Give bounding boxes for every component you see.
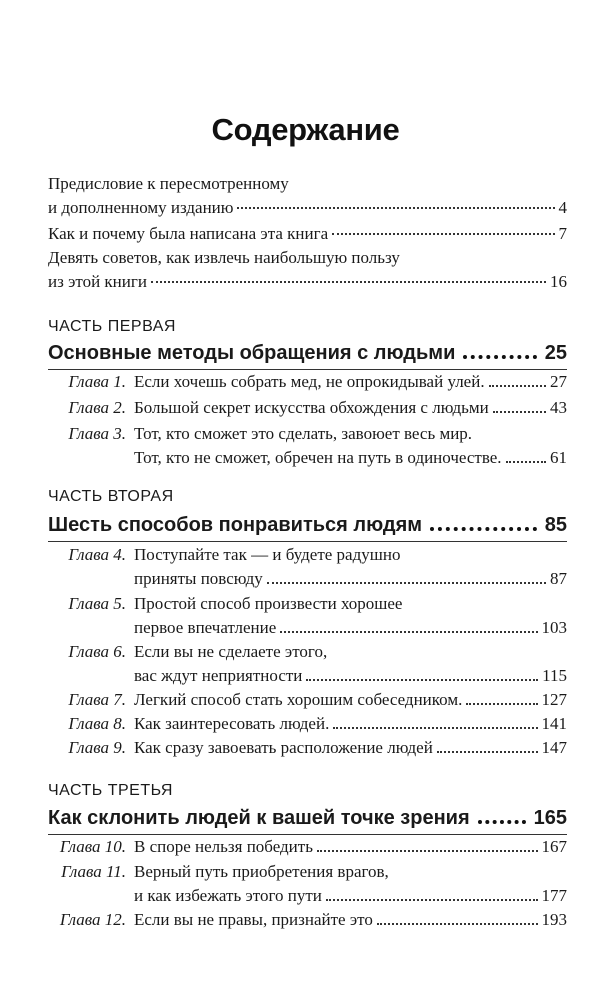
chapter-title: и как избежать этого пути [134,886,322,905]
dot-leader [478,820,526,824]
dot-leader [326,899,538,901]
page-number: 4 [558,198,567,217]
part-title: Как склонить людей к вашей точке зрения [48,807,470,829]
page-number: 43 [550,398,567,417]
part-label-2: ЧАСТЬ ВТОРАЯ [48,488,174,505]
chapter-title-line1: Верный путь приобретения врагов, [134,862,389,881]
page-number: 16 [550,272,567,291]
page-number: 25 [544,342,567,364]
page-number: 103 [541,618,567,637]
divider [48,541,567,542]
page-number: 147 [541,738,567,757]
dot-leader [377,923,538,925]
dot-leader [489,385,546,387]
chapter-label: Глава 6. [68,642,126,661]
dot-leader [267,582,546,584]
toc-entry-nine-tips[interactable] [48,270,567,294]
chapter-label: Глава 10. [59,837,126,856]
page-number: 165 [533,807,567,829]
chapter-label: Глава 11. [61,862,126,881]
dot-leader [237,207,554,209]
toc-entry-text: и дополненному изданию [48,198,234,217]
chapter-title: вас ждут неприятности [134,666,303,685]
chapter-label: Глава 12. [59,910,126,929]
chapter-title: Тот, кто не сможет, обречен на путь в одиночестве. [134,448,502,467]
dot-leader [493,411,546,413]
dot-leader [463,355,536,359]
chapter-label: Глава 2. [68,398,126,417]
dot-leader [437,751,538,753]
toc-entry-text: Как и почему была написана эта книга [48,224,329,243]
dot-leader [430,527,537,531]
chapter-label: Глава 4. [68,545,126,564]
chapter-title: Как сразу завоевать расположение людей [134,738,433,757]
dot-leader [280,631,537,633]
page-number: 87 [550,569,567,588]
page-number: 115 [542,666,567,685]
chapter-label: Глава 8. [68,714,126,733]
chapter-title-line1: Поступайте так — и будете радушно [134,545,401,564]
toc-entry-preface[interactable] [48,196,567,220]
chapter-label: Глава 7. [68,690,126,709]
chapter-title: Как заинтересовать людей. [134,714,330,733]
page-number: 177 [541,886,567,905]
page-number: 85 [544,514,567,536]
chapter-label: Глава 1. [68,372,126,391]
chapter-title: Легкий способ стать хорошим собеседником. [134,690,463,709]
part-label-1: ЧАСТЬ ПЕРВАЯ [48,318,176,335]
chapter-title: первое впечатление [134,618,277,637]
chapter-title: Если хочешь собрать мед, не опрокидывай улей. [134,372,485,391]
page-number: 193 [541,910,567,929]
part-title-row-2[interactable] [48,510,567,540]
dot-leader [333,727,537,729]
dot-leader [332,233,554,235]
page-number: 61 [550,448,567,467]
page-title: Содержание [211,112,400,147]
chapter-title: Если вы не правы, признайте это [134,910,373,929]
chapter-label: Глава 3. [68,424,126,443]
page-number: 27 [550,372,567,391]
chapter-label: Глава 9. [68,738,126,757]
chapter-title-line1: Если вы не сделаете этого, [134,642,328,661]
toc-entry-preface-line1: Предисловие к пересмотренному [48,174,289,193]
dot-leader [317,850,538,852]
chapter-title: В споре нельзя победить [134,837,313,856]
toc-entry-how-why[interactable] [48,222,567,246]
chapter-title-line1: Тот, кто сможет это сделать, завоюет весь мир. [134,424,473,443]
part-title: Шесть способов понравиться людям [48,514,423,536]
part-title-row-1[interactable] [48,338,567,368]
page-number: 141 [541,714,567,733]
chapter-title: Большой секрет искусства обхождения с людьми [134,398,489,417]
part-label-3: ЧАСТЬ ТРЕТЬЯ [48,782,173,799]
part-title: Основные методы обращения с людьми [48,342,456,364]
toc-entry-text: из этой книги [48,272,147,291]
page-number: 7 [558,224,567,243]
chapter-title: приняты повсюду [134,569,263,588]
toc-entry-nine-tips-line1: Девять советов, как извлечь наибольшую пользу [48,248,400,267]
chapter-title-line1: Простой способ произвести хорошее [134,594,403,613]
dot-leader [151,281,546,283]
chapter-label: Глава 5. [68,594,126,613]
dot-leader [506,461,546,463]
dot-leader [306,679,538,681]
part-title-row-3[interactable] [48,803,567,833]
page-number: 167 [541,837,567,856]
dot-leader [466,703,537,705]
page-number: 127 [541,690,567,709]
